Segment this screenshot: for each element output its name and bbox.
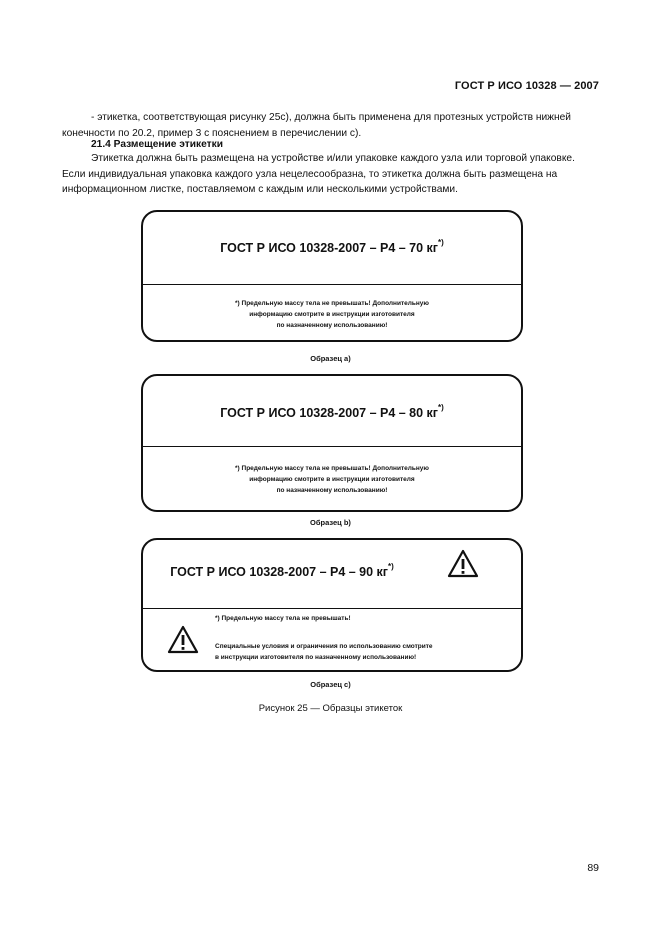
- paragraph-2-line-3: информационном листке, поставляемом с каждым или несколькими устройствами.: [62, 184, 458, 195]
- label-b-caption: Образец b): [310, 518, 351, 527]
- label-b-footnote-mark: *): [438, 403, 444, 412]
- label-c-title-text: ГОСТ Р ИСО 10328-2007 – Р4 – 90 кг: [170, 565, 389, 580]
- paragraph-2-line-2: Если индивидуальная упаковка каждого узла нецелесообразна, то этикетка должна быть размещена на: [62, 168, 558, 180]
- label-b-note-line-1: *) Предельную массу тела не превышать! Дополнительную: [235, 465, 429, 472]
- label-c-caption: Образец с): [310, 680, 351, 689]
- label-sample-a: [141, 210, 523, 342]
- label-a-title: [143, 240, 521, 255]
- label-b-title-text: ГОСТ Р ИСО 10328-2007 – Р4 – 80 кг: [220, 406, 439, 421]
- label-c-note: [215, 641, 521, 663]
- label-b-note: [143, 463, 521, 496]
- label-a-note-line-1: *) Предельную массу тела не превышать! Дополнительную: [235, 300, 429, 307]
- label-b-note-line-3: по назначенному использованию!: [276, 487, 388, 494]
- page-number: 89: [587, 862, 599, 874]
- paragraph-1-line-2: конечности по 20.2, пример 3 с пояснением в перечислении с).: [62, 127, 362, 139]
- label-a-title-text: ГОСТ Р ИСО 10328-2007 – Р4 – 70 кг: [220, 241, 439, 256]
- label-sample-c: [141, 538, 523, 672]
- label-b-title: [143, 405, 521, 420]
- paragraph-2-line-1: Этикетка должна быть размещена на устройстве и/или упаковке каждого узла или торговой упаковке.: [91, 153, 575, 164]
- label-c-note-top: *) Предельную массу тела не превышать!: [215, 615, 351, 622]
- label-sample-b: [141, 374, 523, 512]
- label-c-note-line-2: в инструкции изготовителя по назначенному использованию!: [215, 654, 417, 661]
- label-a-note: [143, 298, 521, 331]
- label-b-note-line-2: информацию смотрите в инструкции изготовителя: [249, 476, 415, 483]
- label-a-caption: Образец а): [310, 354, 351, 363]
- label-a-footnote-mark: *): [438, 238, 444, 247]
- label-c-footnote-mark: *): [388, 562, 394, 571]
- warning-triangle-icon: [167, 625, 199, 654]
- paragraph-2: [62, 151, 601, 198]
- document-header: ГОСТ Р ИСО 10328 — 2007: [454, 80, 599, 92]
- section-heading: 21.4 Размещение этикетки: [91, 139, 224, 150]
- label-a-note-line-2: информацию смотрите в инструкции изготовителя: [249, 311, 415, 318]
- label-c-note-line-1: Специальные условия и ограничения по использованию смотрите: [215, 643, 433, 650]
- figure-caption: Рисунок 25 — Образцы этикеток: [258, 703, 403, 714]
- warning-triangle-icon: [447, 549, 479, 578]
- label-a-note-line-3: по назначенному использованию!: [276, 322, 388, 329]
- paragraph-1: [62, 110, 601, 141]
- paragraph-1-line-1: - этикетка, соответствующая рисунку 25с), должна быть применена для протезных устройств нижней: [91, 112, 571, 123]
